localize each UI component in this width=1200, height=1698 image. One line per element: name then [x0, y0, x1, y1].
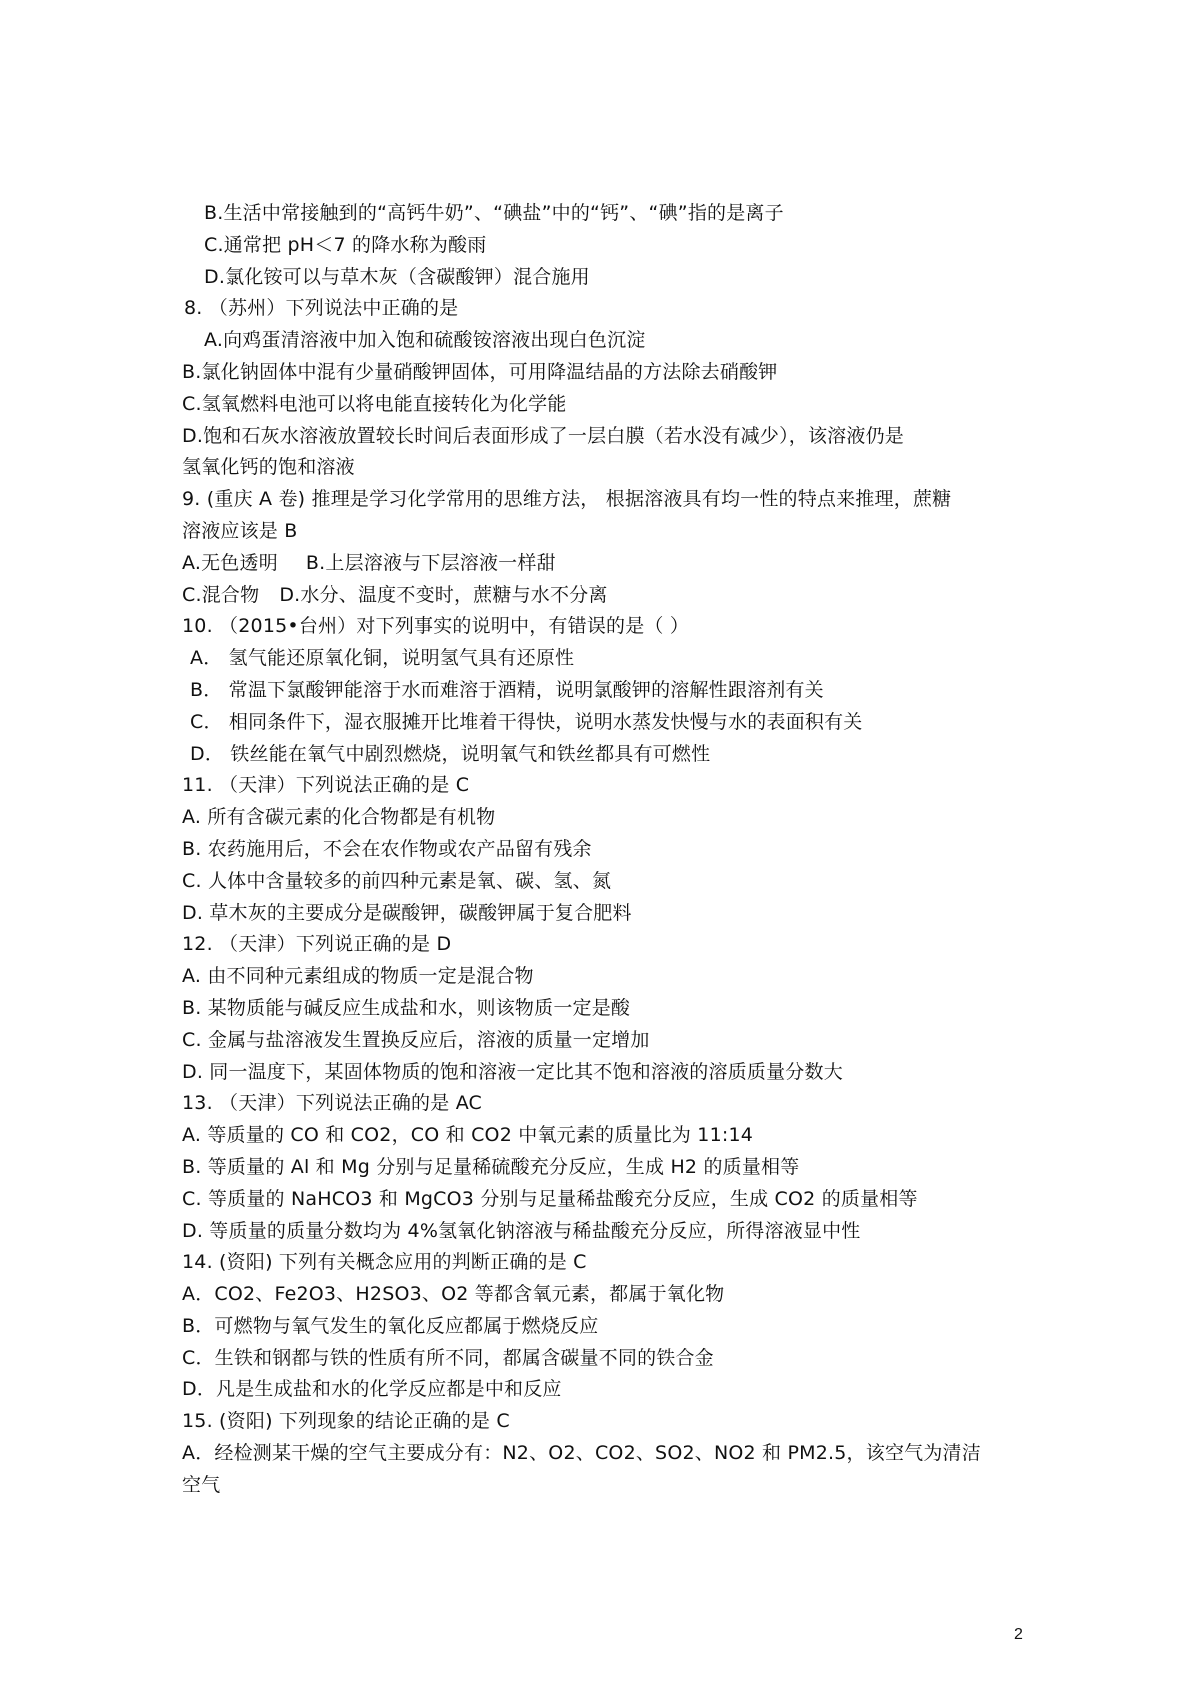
text-line: B．可燃物与氧气发生的氧化反应都属于燃烧反应 [182, 1314, 599, 1337]
text-line: D．凡是生成盐和水的化学反应都是中和反应 [182, 1378, 562, 1401]
text-line: 溶液应该是 B [182, 519, 298, 542]
text-line: B. 农药施用后，不会在农作物或农产品留有残余 [182, 837, 592, 860]
question-heading: 12. （天津）下列说正确的是 D [182, 933, 452, 956]
text-line: B.生活中常接触到的“高钙牛奶”、“碘盐”中的“钙”、“碘”指的是离子 [204, 202, 784, 224]
text-line: C.氢氧燃料电池可以将电能直接转化为化学能 [182, 392, 567, 415]
option-row [182, 580, 1042, 612]
text-line: C. 金属与盐溶液发生置换反应后，溶液的质量一定增加 [182, 1028, 650, 1051]
option-a: A.无色透明 [182, 551, 278, 574]
text-line: A. 等质量的 CO 和 CO2，CO 和 CO2 中氧元素的质量比为 11:14 [182, 1124, 754, 1147]
text-line: C. 等质量的 NaHCO3 和 MgCO3 分别与足量稀盐酸充分反应，生成 CO2 的质量相等 [182, 1187, 918, 1210]
text-line: D. 草木灰的主要成分是碳酸钾，碳酸钾属于复合肥料 [182, 901, 632, 924]
question-heading: 8. （苏州）下列说法中正确的是 [184, 297, 459, 320]
text-line: C． 相同条件下，湿衣服摊开比堆着干得快，说明水蒸发快慢与水的表面积有关 [190, 710, 863, 733]
text-line: A．CO2、Fe2O3、H2SO3、O2 等都含氧元素，都属于氧化物 [182, 1283, 725, 1306]
text-line: 氢氧化钙的饱和溶液 [182, 456, 355, 479]
text-line: D． 铁丝能在氧气中剧烈燃烧，说明氧气和铁丝都具有可燃性 [190, 742, 711, 765]
question-heading: 9. (重庆 A 卷) 推理是学习化学常用的思维方法， 根据溶液具有均一性的特点来推理，蔗糖 [182, 488, 952, 511]
text-line: D.饱和石灰水溶液放置较长时间后表面形成了一层白膜（若水没有减少），该溶液仍是 [182, 424, 904, 447]
text-line: C. 人体中含量较多的前四种元素是氧、碳、氢、氮 [182, 869, 612, 892]
option-c: C.混合物 [182, 583, 260, 606]
text-line: B.氯化钠固体中混有少量硝酸钾固体，可用降温结晶的方法除去硝酸钾 [182, 360, 778, 383]
question-heading: 13. （天津）下列说法正确的是 AC [182, 1092, 483, 1115]
page-number: 2 [1014, 1626, 1023, 1643]
text-line: C.通常把 pH＜7 的降水称为酸雨 [204, 233, 487, 256]
text-line: A．经检测某干燥的空气主要成分有：N2、O2、CO2、SO2、NO2 和 PM2.5，该空气为清洁 [182, 1442, 981, 1465]
text-line: B. 等质量的 Al 和 Mg 分别与足量稀硫酸充分反应，生成 H2 的质量相等 [182, 1155, 800, 1178]
option-row [182, 548, 1042, 580]
text-line: C．生铁和钢都与铁的性质有所不同，都属含碳量不同的铁合金 [182, 1346, 714, 1369]
text-line: B. 某物质能与碱反应生成盐和水，则该物质一定是酸 [182, 996, 631, 1019]
question-heading: 11. （天津）下列说法正确的是 C [182, 774, 470, 797]
text-line: D.氯化铵可以与草木灰（含碳酸钾）混合施用 [204, 265, 590, 288]
question-heading: 10. （2015•台州）对下列事实的说明中，有错误的是（ ） [182, 615, 690, 638]
text-line: D. 等质量的质量分数均为 4%氢氧化钠溶液与稀盐酸充分反应，所得溶液显中性 [182, 1219, 861, 1242]
question-heading: 14. (资阳) 下列有关概念应用的判断正确的是 C [182, 1251, 587, 1274]
document-body [182, 198, 1042, 1502]
option-d: D.水分、温度不变时，蔗糖与水不分离 [279, 583, 608, 606]
text-line: B． 常温下氯酸钾能溶于水而难溶于酒精，说明氯酸钾的溶解性跟溶剂有关 [190, 678, 824, 701]
text-line: A． 氢气能还原氧化铜，说明氢气具有还原性 [190, 647, 575, 670]
text-line: A.向鸡蛋清溶液中加入饱和硫酸铵溶液出现白色沉淀 [204, 329, 646, 352]
text-line: D. 同一温度下，某固体物质的饱和溶液一定比其不饱和溶液的溶质质量分数大 [182, 1060, 843, 1083]
text-line: A. 所有含碳元素的化合物都是有机物 [182, 806, 496, 829]
text-line: 空气 [182, 1473, 221, 1496]
text-line: A. 由不同种元素组成的物质一定是混合物 [182, 965, 534, 988]
option-b: B.上层溶液与下层溶液一样甜 [305, 551, 556, 574]
question-heading: 15. (资阳) 下列现象的结论正确的是 C [182, 1410, 510, 1433]
